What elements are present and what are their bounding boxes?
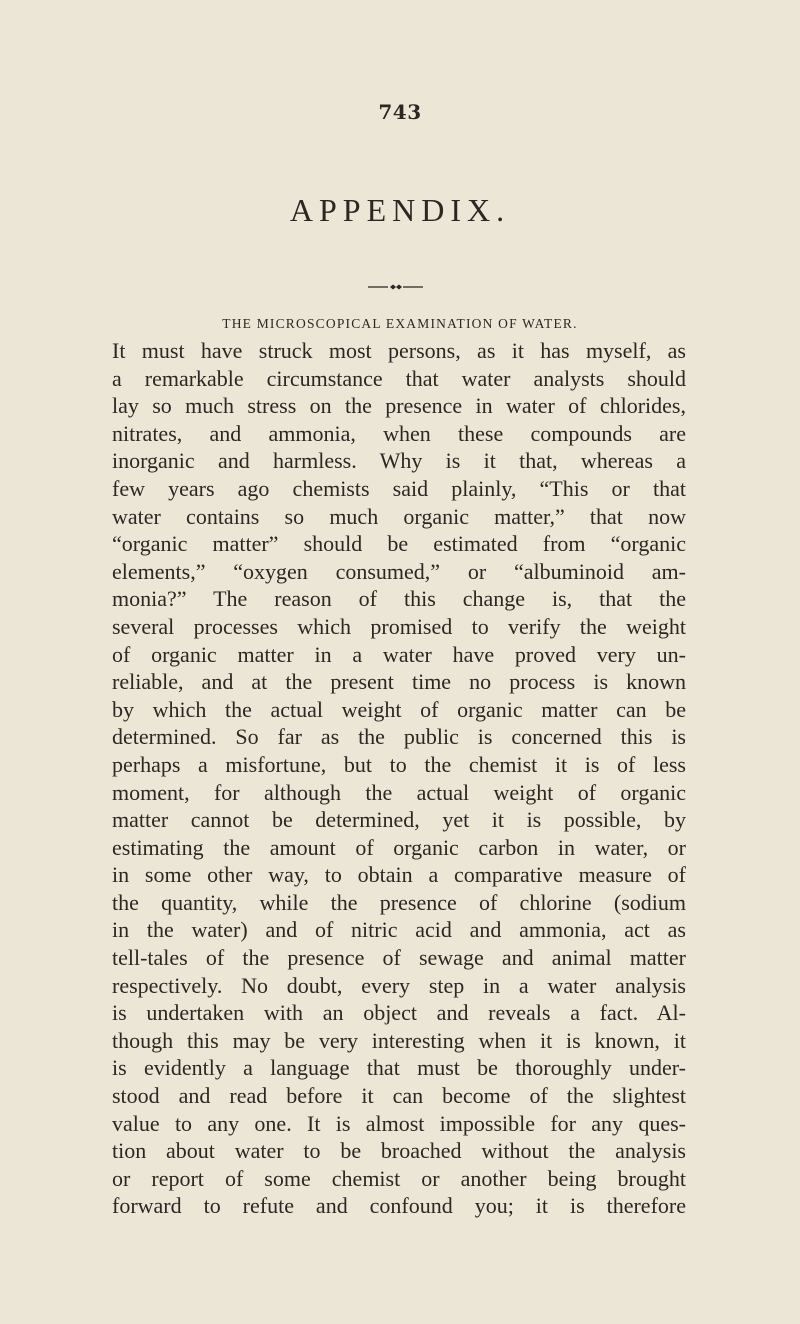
text-line: It must have struck most persons, as it has myself, as (112, 338, 686, 363)
text-line: is undertaken with an object and reveals a fact. Al- (112, 1000, 686, 1026)
text-line: inorganic and harmless. Why is it that, whereas a (112, 448, 686, 474)
text-line: nitrates, and ammonia, when these compounds are (112, 420, 686, 446)
ornament-divider-icon (366, 283, 426, 291)
text-line: perhaps a misfortune, but to the chemist it is of less (112, 751, 686, 777)
text-line: value to any one. It is almost impossible for any ques- (112, 1110, 686, 1136)
text-line: monia?” The reason of this change is, that the (112, 586, 686, 612)
text-line: a remarkable circumstance that water analysts should (112, 365, 686, 391)
text-line: tell-tales of the presence of sewage and animal matter (112, 945, 686, 971)
text-line: “organic matter” should be estimated from “organic (112, 531, 686, 557)
text-line: several processes which promised to verify the weight (112, 613, 686, 639)
body-paragraph (112, 337, 686, 1220)
text-line: in the water) and of nitric acid and ammonia, act as (112, 917, 686, 943)
text-line: respectively. No doubt, every step in a water analysis (112, 972, 686, 998)
text-line: in some other way, to obtain a comparative measure of (112, 862, 686, 888)
text-line: stood and read before it can become of the slightest (112, 1083, 686, 1109)
section-title: THE MICROSCOPICAL EXAMINATION OF WATER. (222, 316, 578, 331)
text-line: reliable, and at the present time no process is known (112, 669, 686, 695)
text-line: few years ago chemists said plainly, “This or that (112, 475, 686, 501)
text-line: determined. So far as the public is concerned this is (112, 724, 686, 750)
text-line: tion about water to be broached without the analysis (112, 1138, 686, 1164)
text-line: moment, for although the actual weight of organic (112, 779, 686, 805)
text-line: or report of some chemist or another being brought (112, 1165, 686, 1191)
text-line: estimating the amount of organic carbon in water, or (112, 834, 686, 860)
text-line: is evidently a language that must be thoroughly under- (112, 1055, 686, 1081)
text-line: by which the actual weight of organic matter can be (112, 696, 686, 722)
text-line: water contains so much organic matter,” that now (112, 503, 686, 529)
text-line: of organic matter in a water have proved very un- (112, 641, 686, 667)
text-line: lay so much stress on the presence in water of chlorides, (112, 393, 686, 419)
text-line: though this may be very interesting when it is known, it (112, 1027, 686, 1053)
text-line: matter cannot be determined, yet it is possible, by (112, 807, 686, 833)
page-number: 743 (378, 100, 422, 124)
text-line: the quantity, while the presence of chlorine (sodium (112, 889, 686, 915)
text-line: elements,” “oxygen consumed,” or “albuminoid am- (112, 558, 686, 584)
text-line: forward to refute and confound you; it is therefore (112, 1193, 686, 1219)
page-title: APPENDIX. (289, 192, 511, 228)
